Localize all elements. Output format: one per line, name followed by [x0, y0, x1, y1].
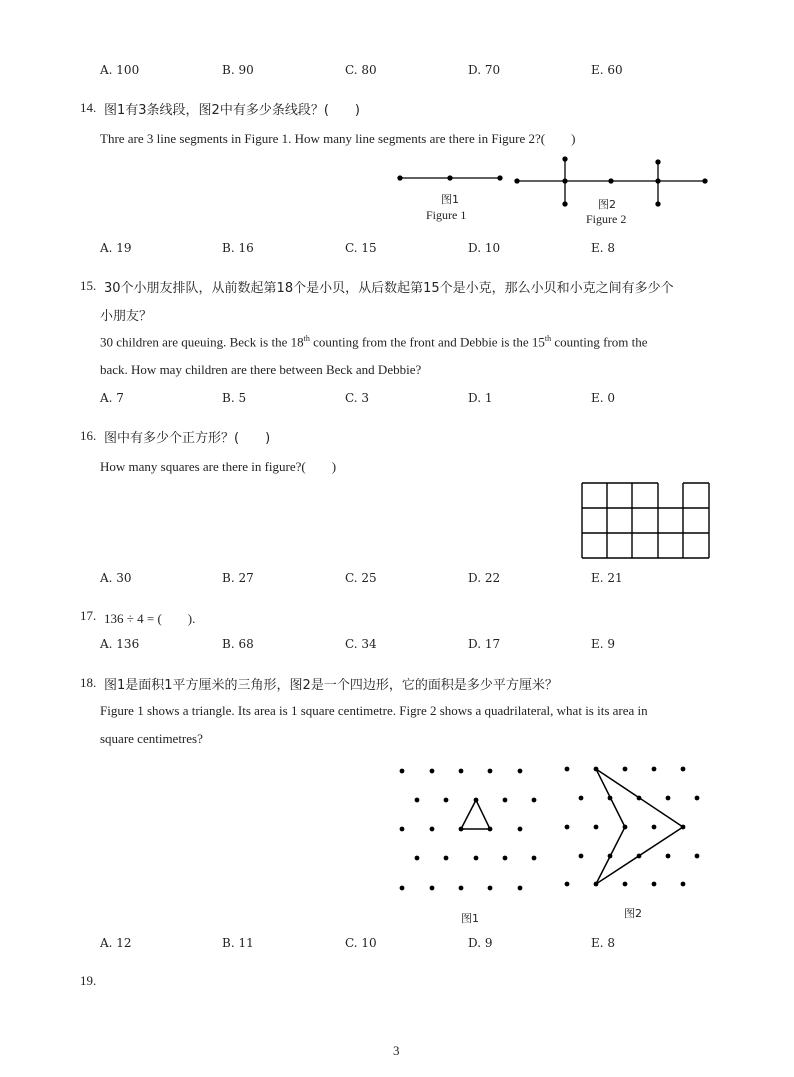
q15-option-e: E. 0: [591, 391, 616, 405]
q14-option-a: A. 19: [100, 241, 132, 255]
q18-option-b: B. 11: [222, 936, 254, 950]
q18-fig1-caption: 图1: [461, 912, 479, 925]
q14-option-b: B. 16: [222, 241, 254, 255]
q14-option-d: D. 10: [468, 241, 501, 255]
q19-number: 19.: [80, 973, 97, 988]
q17-option-c: C. 34: [345, 637, 377, 651]
q15-option-c: C. 3: [345, 391, 370, 405]
q16-option-e: E. 21: [591, 571, 623, 585]
q18-question-cn: 图1是面积1平方厘米的三角形，图2是一个四边形，它的面积是多少平方厘米？: [104, 678, 558, 693]
q15-question-cn-line1: 30个小朋友排队，从前数起第18个是小贝，从后数起第15个是小克，那么小贝和小克之间有多少个: [104, 281, 674, 296]
q14-number: 14.: [80, 100, 97, 115]
q15-question-en-line1: 30 children are queuing. Beck is the 18th counting from the front and Debbie is the 15th counting from the: [100, 334, 648, 350]
q15-option-a: A. 7: [100, 391, 124, 405]
q17-number: 17.: [80, 608, 97, 623]
q17-option-d: D. 17: [468, 637, 501, 651]
q14-option-c: C. 15: [345, 241, 377, 255]
q18-question-en-line2: square centimetres?: [100, 731, 203, 746]
q18-question-en-line1: Figure 1 shows a triangle. Its area is 1 square centimetre. Figre 2 shows a quadrilateral, what is its area in: [100, 703, 648, 718]
q14-fig2-caption-en: Figure 2: [586, 212, 627, 226]
q13-option-b: B. 90: [222, 63, 254, 77]
q14-option-e: E. 8: [591, 241, 616, 255]
q17-option-e: E. 9: [591, 637, 616, 651]
q16-question-en: How many squares are there in figure?( ): [100, 459, 337, 474]
q16-number: 16.: [80, 428, 97, 443]
q13-option-e: E. 60: [591, 63, 623, 77]
q15-number: 15.: [80, 278, 97, 293]
q17-expression: 136 ÷ 4 = ( ).: [104, 611, 196, 626]
q15-option-d: D. 1: [468, 391, 493, 405]
q16-option-c: C. 25: [345, 571, 377, 585]
q13-option-a: A. 100: [100, 63, 140, 77]
q18-option-e: E. 8: [591, 936, 616, 950]
q18-option-a: A. 12: [100, 936, 132, 950]
q14-question-en: Thre are 3 line segments in Figure 1. How many line segments are there in Figure 2?( ): [100, 131, 576, 146]
q16-question-cn: 图中有多少个正方形？( ): [104, 431, 271, 446]
q15-question-en-line2: back. How may children are there between Beck and Debbie?: [100, 362, 422, 377]
q18-number: 18.: [80, 675, 97, 690]
q16-option-d: D. 22: [468, 571, 501, 585]
q16-option-b: B. 27: [222, 571, 254, 585]
q13-option-d: D. 70: [468, 63, 501, 77]
q13-option-c: C. 80: [345, 63, 377, 77]
q14-fig2-caption-cn: 图2: [598, 198, 616, 211]
q17-option-b: B. 68: [222, 637, 254, 651]
q17-option-a: A. 136: [100, 637, 140, 651]
q14-fig1-caption-en: Figure 1: [426, 208, 467, 222]
page-number: 3: [393, 1043, 400, 1058]
q16-option-a: A. 30: [100, 571, 132, 585]
q18-option-d: D. 9: [468, 936, 493, 950]
q18-option-c: C. 10: [345, 936, 377, 950]
q14-fig1-caption-cn: 图1: [441, 193, 459, 206]
q18-figure-2: [565, 767, 700, 887]
q15-question-cn-line2: 小朋友？: [100, 309, 153, 324]
q15-option-b: B. 5: [222, 391, 247, 405]
q18-fig2-caption: 图2: [624, 907, 642, 920]
q14-question-cn: 图1有3条线段，图2中有多少条线段？( ): [104, 103, 360, 118]
q18-figure-1: [400, 769, 537, 891]
